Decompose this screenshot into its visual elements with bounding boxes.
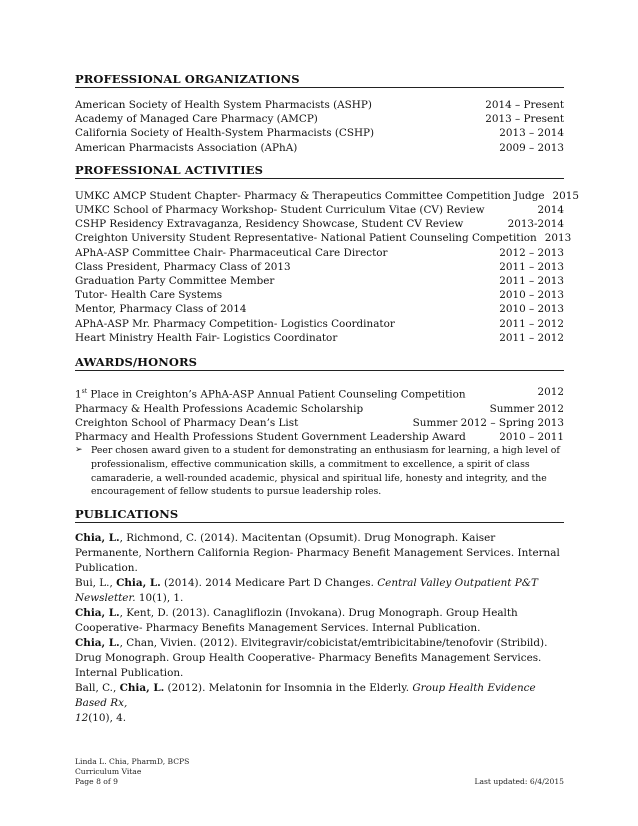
activities-list: [75, 189, 579, 345]
coauthor-text: Bui, L.,: [75, 576, 117, 589]
item-text: CSHP Residency Extravaganza, Residency Showcase, Student CV Review: [75, 218, 464, 231]
item-date: 2013 – 2014: [499, 127, 564, 140]
item-date: 2010 – 2011: [499, 431, 564, 444]
list-item: [75, 231, 572, 245]
list-item: [75, 302, 564, 316]
item-text: Heart Ministry Health Fair- Logistics Coordinator: [75, 331, 338, 344]
list-item: [75, 317, 564, 331]
item-text: American Society of Health System Pharmacists (ASHP): [75, 99, 372, 111]
publication-entry: [75, 531, 564, 576]
item-text: Pharmacy & Health Professions Academic Scholarship: [75, 402, 364, 415]
list-item: [75, 98, 564, 112]
item-text: Class President, Pharmacy Class of 2013: [75, 260, 291, 273]
organizations-heading: PROFESSIONAL ORGANIZATIONS: [75, 72, 564, 88]
item-text: American Pharmacists Association (APhA): [75, 141, 298, 154]
item-date: 2015: [552, 189, 579, 202]
publication-text: (2012). Melatonin for Insomnia in the Elderly.: [164, 681, 413, 694]
list-item: [75, 402, 564, 416]
journal-name: Group Health Evidence Based Rx,: [75, 681, 536, 709]
journal-name: Central Valley Outpatient P&T Newsletter.: [75, 576, 538, 604]
publications-heading: PUBLICATIONS: [75, 507, 564, 523]
list-item: [75, 288, 564, 302]
publication-text: (2014). 2014 Medicare Part D Changes.: [160, 576, 378, 589]
list-item: [75, 430, 564, 444]
organizations-section: [75, 72, 564, 155]
list-item: [75, 189, 579, 203]
item-text: APhA-ASP Committee Chair- Pharmaceutical Care Director: [75, 246, 388, 259]
awards-heading: AWARDS/HONORS: [75, 355, 564, 371]
award-date: 2012: [537, 386, 564, 399]
item-date: 2011 – 2012: [499, 331, 564, 344]
item-date: 2012 – 2013: [499, 246, 564, 259]
footer-doc-title: Curriculum Vitae: [75, 767, 142, 777]
author-name: Chia, L.: [119, 681, 165, 694]
item-text: Graduation Party Committee Member: [75, 275, 275, 288]
list-item: [75, 203, 564, 217]
item-date: 2011 – 2012: [499, 317, 564, 330]
list-item: [75, 274, 564, 288]
item-date: 2013 – Present: [485, 113, 564, 126]
list-item: [75, 217, 564, 231]
item-date: 2009 – 2013: [499, 141, 564, 154]
publication-entry: [75, 606, 564, 636]
item-text: Tutor- Health Care Systems: [75, 289, 223, 302]
list-item: [75, 112, 564, 126]
item-date: Summer 2012 – Spring 2013: [412, 416, 564, 429]
item-text: Mentor, Pharmacy Class of 2014: [75, 303, 247, 316]
page-footer: [75, 757, 564, 788]
award-text: [75, 385, 466, 402]
activities-section: [75, 162, 579, 345]
journal-volume: 12: [75, 711, 89, 724]
publication-entry: [75, 681, 564, 726]
author-name: Chia, L.: [75, 606, 120, 619]
activities-heading: PROFESSIONAL ACTIVITIES: [75, 163, 564, 179]
awards-section: [75, 355, 564, 499]
item-text: Creighton School of Pharmacy Dean’s List: [75, 416, 299, 429]
list-item: [75, 141, 564, 155]
award-ordinal: 1: [75, 388, 82, 401]
award-row: [75, 385, 564, 402]
cv-page: [75, 72, 579, 738]
item-date: 2010 – 2013: [499, 303, 564, 316]
item-date: 2010 – 2013: [499, 289, 564, 302]
footer-last-updated: Last updated: 6/4/2015: [474, 777, 564, 787]
item-text: California Society of Health-System Pharmacists (CSHP): [75, 127, 375, 140]
item-date: 2013-2014: [507, 218, 564, 231]
list-item: [75, 246, 564, 260]
item-text: Academy of Managed Care Pharmacy (AMCP): [75, 113, 318, 126]
publication-text: , Kent, D. (2013). Canagliflozin (Invokana). Drug Monograph. Group Health Cooperative- Pharmacy Benefits Management Services. Internal Publication.: [75, 606, 518, 634]
publications-section: [75, 507, 564, 726]
list-item: [75, 260, 564, 274]
item-date: 2011 – 2013: [499, 275, 564, 288]
award-ordinal-suffix: st: [81, 388, 88, 396]
publication-entry: [75, 636, 564, 681]
publication-issue: (10), 4.: [88, 711, 127, 724]
awards-list: [75, 402, 564, 445]
item-date: 2014 – Present: [485, 99, 564, 111]
item-date: 2011 – 2013: [499, 260, 564, 273]
item-text: APhA-ASP Mr. Pharmacy Competition- Logistics Coordinator: [75, 317, 395, 330]
arrow-bullet-icon: ➢: [75, 445, 83, 456]
item-date: 2013: [544, 232, 572, 245]
author-name: Chia, L.: [75, 531, 120, 544]
organizations-list: [75, 98, 564, 155]
coauthor-text: Ball, C.,: [75, 681, 120, 694]
list-item: [75, 331, 564, 345]
list-item: [75, 416, 564, 430]
item-text: UMKC School of Pharmacy Workshop- Student Curriculum Vitae (CV) Review: [75, 204, 485, 217]
item-date: 2014: [537, 204, 564, 217]
award-description-text: Peer chosen award given to a student for demonstrating an enthusiasm for learning, a high level of professionalism, effective communication skills, a commitment to excellence, a spirit of class camaraderie, a well-rounded academic, physical and spiritual life, honesty and integrity, and the encouragement of fellow students to pursue leadership roles.: [91, 445, 560, 498]
author-name: Chia, L.: [75, 636, 120, 649]
publication-text: , Chan, Vivien. (2012). Elvitegravir/cobicistat/emtribicitabine/tenofovir (Stribild). Drug Monograph. Group Health Cooperative- Pharmacy Benefits Management Services. Internal Publication.: [75, 636, 548, 679]
publication-volume: 10(1), 1.: [135, 591, 184, 604]
footer-name: Linda L. Chia, PharmD, BCPS: [75, 757, 190, 766]
footer-page-number: Page 8 of 9: [75, 777, 118, 787]
publication-text: , Richmond, C. (2014). Macitentan (Opsumit). Drug Monograph. Kaiser Permanente, Northern California Region- Pharmacy Benefit Management Services. Internal Publication.: [75, 531, 560, 574]
item-date: Summer 2012: [489, 402, 564, 415]
publication-entry: [75, 576, 564, 606]
item-text: Pharmacy and Health Professions Student Government Leadership Award: [75, 431, 466, 444]
award-first-text: Place in Creighton’s APhA-ASP Annual Patient Counseling Competition: [87, 388, 466, 401]
author-name: Chia, L.: [116, 576, 161, 589]
item-text: UMKC AMCP Student Chapter- Pharmacy & Therapeutics Committee Competition Judge: [75, 189, 545, 202]
item-text: Creighton University Student Representative- National Patient Counseling Competition: [75, 232, 537, 245]
award-description: [75, 444, 564, 498]
list-item: [75, 126, 564, 140]
